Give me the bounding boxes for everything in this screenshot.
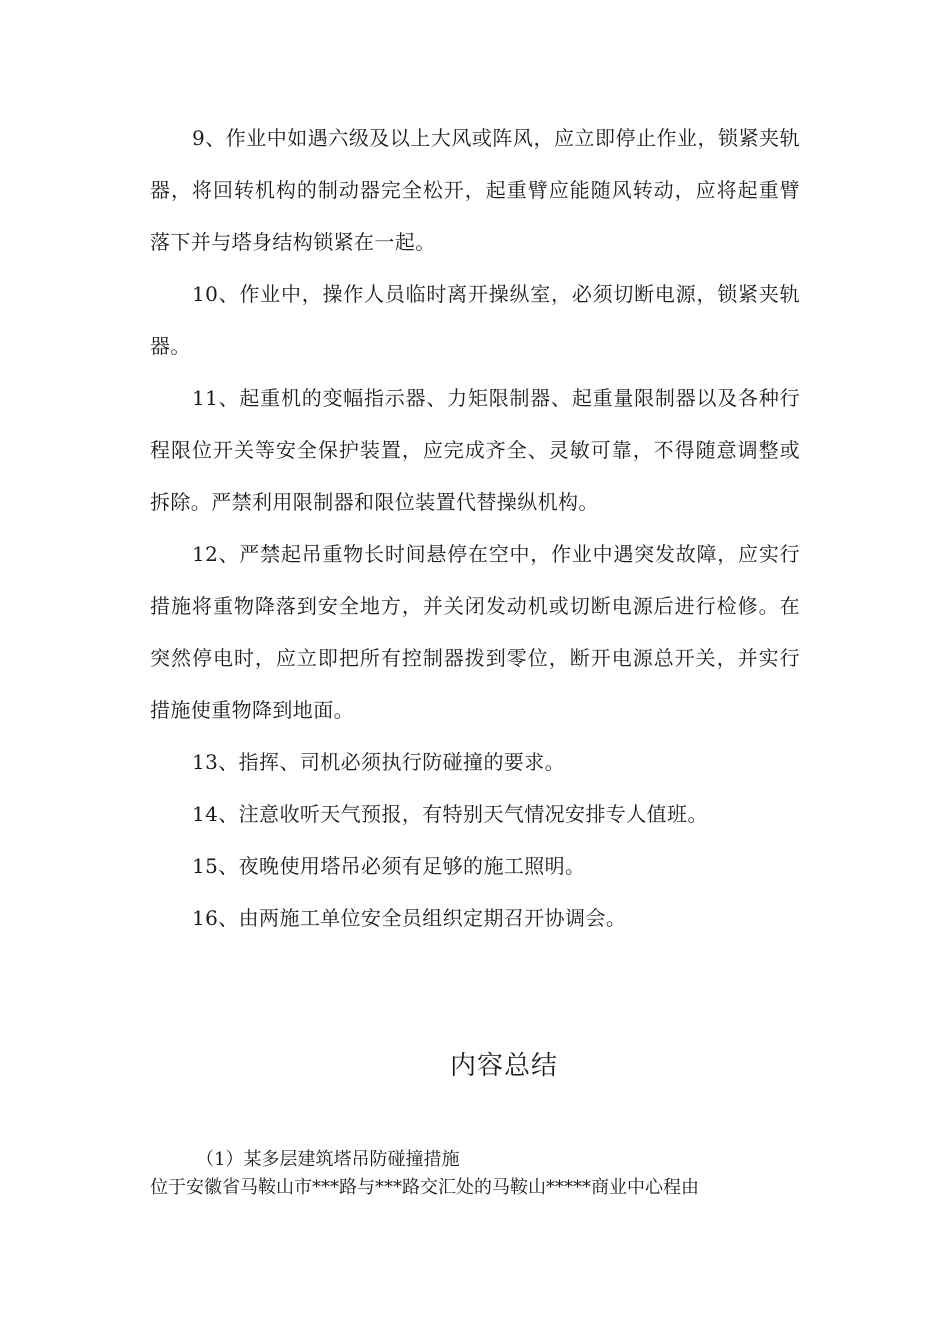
paragraph-item-10: 10、作业中，操作人员临时离开操纵室，必须切断电源，锁紧夹轨器。 — [150, 282, 800, 358]
summary-text-line: 位于安徽省马鞍山市***路与***路交汇处的马鞍山*****商业中心程由 — [150, 1177, 699, 1198]
paragraph-item-11: 11、起重机的变幅指示器、力矩限制器、起重量限制器以及各种行程限位开关等安全保护装置，应完成齐全、灵敏可靠，不得随意调整或拆除。严禁利用限制器和限位装置代替操纵机构。 — [150, 386, 800, 514]
main-text-body — [150, 112, 800, 944]
paragraph-item-15: 15、夜晚使用塔吊必须有足够的施工照明。 — [192, 854, 586, 878]
paragraph-item-13: 13、指挥、司机必须执行防碰撞的要求。 — [192, 750, 566, 774]
summary-subtitle: （1）某多层建筑塔吊防碰撞措施 — [196, 1149, 460, 1170]
summary-heading: 内容总结 — [449, 1051, 558, 1081]
paragraph-item-12: 12、严禁起吊重物长时间悬停在空中，作业中遇突发故障，应实行措施将重物降落到安全地方，并关闭发动机或切断电源后进行检修。在突然停电时，应立即把所有控制器拨到零位，断开电源总开关，并实行措施使重物降到地面。 — [150, 542, 800, 722]
paragraph-item-14: 14、注意收听天气预报，有特别天气情况安排专人值班。 — [192, 802, 708, 826]
paragraph-item-16: 16、由两施工单位安全员组织定期召开协调会。 — [192, 906, 627, 930]
summary-block — [150, 1146, 810, 1202]
paragraph-item-9: 9、作业中如遇六级及以上大风或阵风，应立即停止作业，锁紧夹轨器，将回转机构的制动器完全松开，起重臂应能随风转动，应将起重臂落下并与塔身结构锁紧在一起。 — [150, 126, 800, 254]
